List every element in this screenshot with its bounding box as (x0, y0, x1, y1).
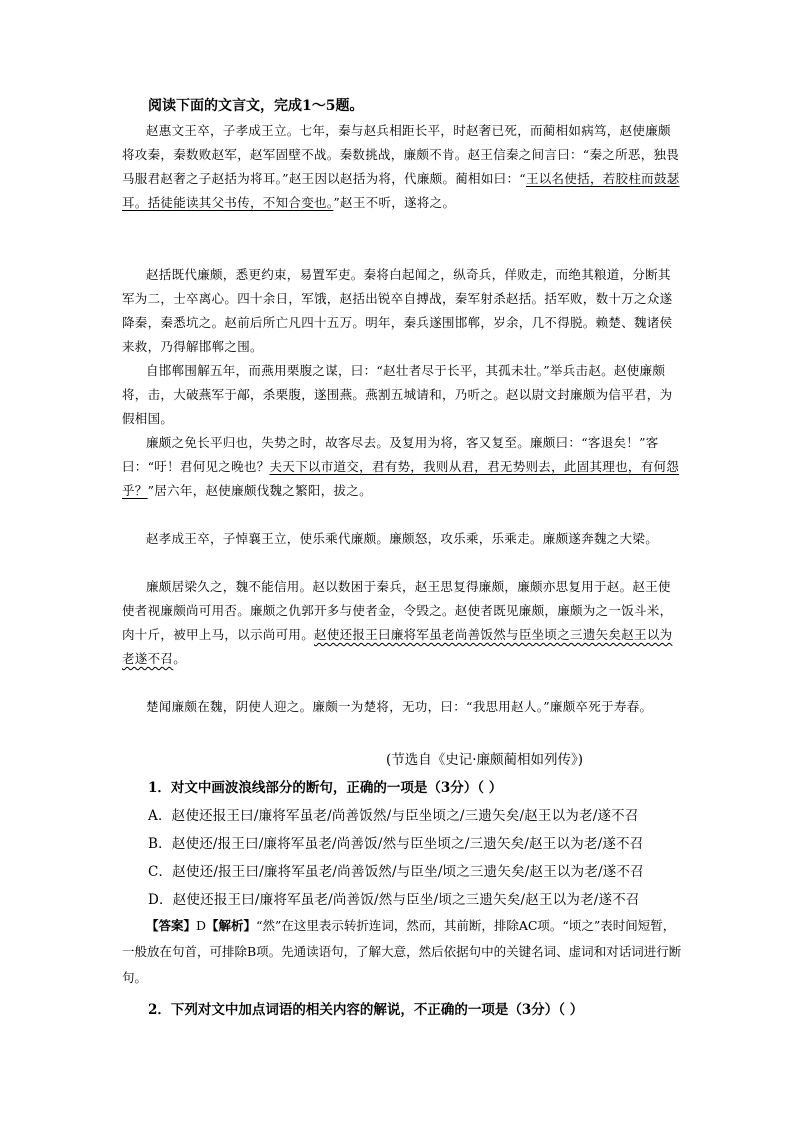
paragraph-3 (122, 359, 682, 431)
option-a: A．赵使还报王曰/廉将军虽老/尚善饭然/与臣坐顷之/三遗矢矣/赵王以为老/遂不召 (148, 808, 639, 824)
paragraph-2-text: 赵括既代廉颇，悉更约束，易置军吏。秦将白起闻之，纵奇兵，佯败走，而绝其粮道，分断其军为二，士卒离心。四十余日，军饿，赵括出锐卒自搏战，秦军射杀赵括。括军败，数十万之众遂降秦，秦悉坑之。赵前后所亡凡四十五万。明年，秦兵遂围邯郸，岁余，几不得脱。赖楚、魏诸侯来救，乃得解邯郸之围。 (122, 267, 673, 354)
paragraph-7 (122, 695, 682, 719)
paragraph-1 (122, 119, 682, 215)
analysis-text: “然”在这里表示转折连词，然而，其前断，排除AC项。“顷之”表时间短暂，一般放在句首，可排除B项。先通读语句，了解大意，然后依据句中的关键名词、虚词和对话词进行断句。 (122, 918, 682, 985)
paragraph-4 (122, 431, 682, 503)
source-citation: (节选自《史记·廉颇蔺相如列传》) (386, 752, 584, 768)
wavy-underline-sentence: 赵使还报王曰廉将军虽老尚善饭然与臣坐顷之三遗矢矣赵王以为老遂不召 (122, 627, 673, 666)
answer-tag: 【答案】 (146, 918, 197, 933)
paragraph-1-text: 赵惠文王卒，子孝成王立。七年，秦与赵兵相距长平，时赵奢已死，而蔺相如病笃，赵使廉颇将攻秦，秦数败赵军，赵军固壁不战。秦数挑战，廉颇不肯。赵王信秦之间言曰：“秦之所恶，独畏马服君赵奢之子赵括为将耳。”赵王因以赵括为将，代廉颇。蔺相如曰：“ (122, 123, 680, 186)
paragraph-4-tail: ”居六年，赵使廉颇伐魏之繁阳，拔之。 (147, 483, 372, 498)
answer-letter: D (196, 918, 207, 933)
paragraph-6-tail: 。 (173, 651, 187, 666)
paragraph-4-text: 廉颇之免长平归也，失势之时，故客尽去。及复用为将，客又复至。廉颇曰：“客退矣！”客曰：“吁！君何见之晚也？ (122, 435, 659, 474)
paragraph-5-text: 赵孝成王卒，子悼襄王立，使乐乘代廉颇。廉颇怒，攻乐乘，乐乘走。廉颇遂奔魏之大梁。 (146, 531, 659, 546)
option-d: D．赵使还报王曰/廉将军虽老/尚善饭/然与臣坐/顷之三遗矢矣/赵王以为老/遂不召 (148, 892, 640, 908)
option-c: C．赵使还/报王曰/廉将军虽老/尚善饭然/与臣坐/顷之三遗矢矣/赵王以为老/遂不召 (148, 864, 644, 880)
answer-explanation (122, 913, 682, 991)
paragraph-1-tail: ”赵王不听，遂将之。 (333, 195, 456, 210)
straight-underline-sentence-1: 王以名使括，若胶柱而鼓瑟耳。括徒能读其父书传，不知合变也。 (122, 171, 680, 210)
option-b: B．赵使还/报王曰/廉将军虽老/尚善饭/然与臣坐顷之/三遗矢矣/赵王以为老/遂不召 (148, 836, 644, 852)
paragraph-6 (122, 575, 682, 671)
paragraph-5 (122, 527, 682, 551)
paragraph-2 (122, 263, 682, 359)
straight-underline-sentence-2: 夫天下以市道交，君有势，我则从君，君无势则去，此固其理也，有何怨乎？ (122, 459, 680, 498)
paragraph-6-text: 廉颇居梁久之，魏不能信用。赵以数困于秦兵，赵王思复得廉颇，廉颇亦思复用于赵。赵王使使者视廉颇尚可用否。廉颇之仇郭开多与使者金，令毁之。赵使者既见廉颇，廉颇为之一饭斗米，肉十斤，被甲上马，以示尚可用。 (122, 579, 673, 642)
paragraph-7-text: 楚闻廉颇在魏，阴使人迎之。廉颇一为楚将，无功，曰：“我思用赵人。”廉颇卒死于寿春。 (146, 699, 653, 714)
paragraph-3-text: 自邯郸围解五年，而燕用栗腹之谋，曰：“赵壮者尽于长平，其孤未壮。”举兵击赵。赵使廉颇将，击，大破燕军于鄗，杀栗腹，遂围燕。燕割五城请和，乃听之。赵以尉文封廉颇为信平君，为假相国。 (122, 363, 673, 426)
question-2: 2．下列对文中加点词语的相关内容的解说，不正确的一项是（3分）（ ） (148, 1002, 584, 1018)
instruction-title: 阅读下面的文言文，完成1～5题。 (148, 98, 364, 114)
question-1: 1．对文中画波浪线部分的断句，正确的一项是（3分）（ ） (148, 780, 503, 796)
analysis-tag: 【解析】 (206, 918, 257, 933)
